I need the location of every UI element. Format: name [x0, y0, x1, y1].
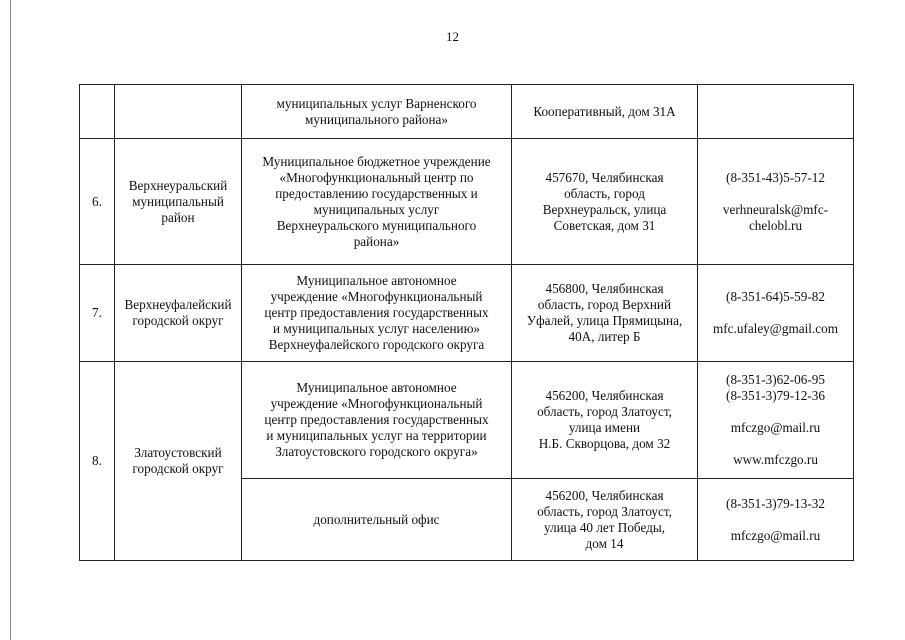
phone-text: (8-351-64)5-59-82 — [726, 289, 825, 304]
organization-cell — [242, 362, 512, 479]
organization-cell — [242, 479, 512, 561]
email-text: mfczgo@mail.ru — [730, 420, 821, 435]
address-line: Н.Б. Скворцова, дом 32 — [538, 436, 671, 451]
address-line: область, город Златоуст, — [537, 503, 672, 519]
organization-line: центр предоставления государственных — [264, 412, 489, 427]
address-line: область, город — [564, 185, 645, 201]
district-line: муниципальный — [132, 193, 224, 209]
table-row — [80, 85, 854, 139]
organization-line: муниципальных услуг — [313, 201, 440, 217]
organization-line: дополнительный офис — [313, 511, 440, 527]
organization-line: Муниципальное автономное — [296, 273, 457, 288]
organization-line: Верхнеуфалейского городского округа — [268, 337, 485, 352]
row-number-cell: 6. — [80, 139, 115, 265]
district-cell — [115, 265, 242, 362]
organization-line: учреждение «Многофункциональный — [270, 396, 483, 411]
contact-cell — [698, 139, 854, 265]
address-line: 456800, Челябинская — [545, 281, 664, 296]
address-line: Верхнеуральск, улица — [542, 201, 667, 217]
phone-text: (8-351-3)79-12-36 — [726, 388, 825, 403]
address-line: Советская, дом 31 — [553, 217, 656, 233]
district-line: Верхнеуфалейский — [124, 297, 232, 312]
organization-line: Верхнеуральского муниципального — [276, 217, 477, 233]
phone-text: (8-351-43)5-57-12 — [726, 169, 825, 185]
organization-line: Муниципальное автономное — [296, 380, 457, 395]
table-row — [80, 139, 854, 265]
address-line: Кооперативный, дом 31А — [533, 103, 676, 119]
address-cell — [512, 265, 698, 362]
organization-line: центр предоставления государственных — [264, 305, 489, 320]
contact-cell — [698, 265, 854, 362]
organization-line: и муниципальных услуг на территории — [266, 428, 487, 443]
district-line: городской округ — [132, 461, 224, 476]
row-number-cell — [80, 85, 115, 139]
table-row — [80, 362, 854, 479]
organization-line: муниципальных услуг Варненского — [276, 95, 477, 111]
address-cell — [512, 139, 698, 265]
page-edge-line — [10, 0, 11, 640]
page-number: 12 — [446, 29, 459, 44]
email-text: mfczgo@mail.ru — [730, 527, 821, 543]
district-line: Златоустовский — [134, 445, 222, 460]
organization-line: «Многофункциональный центр по — [279, 169, 474, 185]
organization-cell — [242, 85, 512, 139]
organization-line: и муниципальных услуг населению» — [272, 321, 481, 336]
contact-cell — [698, 362, 854, 479]
address-line: 40А, литер Б — [568, 329, 641, 344]
address-line: 457670, Челябинская — [545, 169, 664, 185]
phone-text: (8-351-3)62-06-95 — [726, 372, 825, 387]
contact-cell — [698, 85, 854, 139]
organization-cell — [242, 139, 512, 265]
district-cell — [115, 85, 242, 139]
address-line: область, город Верхний — [537, 297, 672, 312]
address-line: улица 40 лет Победы, — [543, 519, 666, 535]
address-line: Уфалей, улица Прямицына, — [526, 313, 683, 328]
district-line: район — [161, 209, 195, 225]
organization-line: Златоустовского городского округа» — [275, 444, 478, 459]
email-text: chelobl.ru — [748, 217, 803, 233]
email-text: verhneuralsk@mfc- — [722, 201, 829, 217]
contact-cell — [698, 479, 854, 561]
mfc-table — [79, 84, 854, 561]
organization-line: предоставлению государственных и — [275, 185, 478, 201]
district-line: городской округ — [132, 313, 224, 328]
organization-line: муниципального района» — [304, 111, 448, 127]
address-line: 456200, Челябинская — [545, 388, 664, 403]
organization-line: Муниципальное бюджетное учреждение — [262, 153, 491, 169]
district-cell — [115, 362, 242, 561]
phone-text: (8-351-3)79-13-32 — [726, 495, 825, 511]
address-line: область, город Златоуст, — [537, 404, 672, 419]
address-cell — [512, 479, 698, 561]
organization-line: района» — [353, 233, 400, 249]
address-cell — [512, 85, 698, 139]
organization-line: учреждение «Многофункциональный — [270, 289, 483, 304]
address-line: 456200, Челябинская — [545, 487, 664, 503]
organization-cell — [242, 265, 512, 362]
table-row — [80, 265, 854, 362]
address-line: дом 14 — [585, 535, 624, 551]
address-line: улица имени — [568, 420, 641, 435]
website-text: www.mfczgo.ru — [733, 452, 818, 467]
row-number-cell: 8. — [80, 362, 115, 561]
district-cell — [115, 139, 242, 265]
email-text: mfc.ufaley@gmail.com — [713, 321, 838, 336]
address-cell — [512, 362, 698, 479]
row-number-cell: 7. — [80, 265, 115, 362]
district-line: Верхнеуральский — [128, 177, 228, 193]
